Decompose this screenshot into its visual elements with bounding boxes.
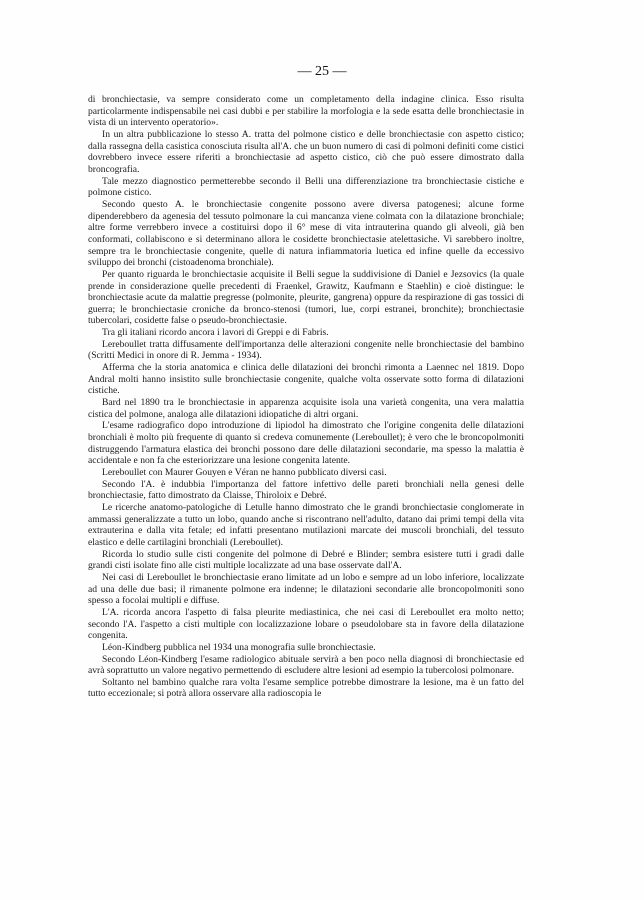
- paragraph: In un altra pubblicazione lo stesso A. tratta del polmone cistico e delle bronchiectasie con aspetto cistico; dalla rassegna della casistica conosciuta risulta all'A. che un buon numero di casi di polmoni definiti come cistici dovrebbero invece essere riferiti a bronchiectasie ad aspetto cistico, ciò che può essere dimostrato dalla broncografia.: [88, 128, 524, 175]
- paragraph: Léon-Kindberg pubblica nel 1934 una monografia sulle bronchiectasie.: [102, 641, 376, 653]
- paragraph: Le ricerche anatomo-patologiche di Letulle hanno dimostrato che le grandi bronchiectasie conglomerate in ammassi generalizzate a tutto un lobo, quando anche si riscontrano nell'adulto, datano dai primi tempi della vita extrauterina e dalla vita fetale; ed infatti presentano mutilazioni marcate dei muscoli bronchiali, del tessuto elastico e delle cartilagini bronchiali (Lereboullet).: [88, 501, 524, 548]
- paragraph: L'esame radiografico dopo introduzione di lipiodol ha dimostrato che l'origine congenita delle dilatazioni bronchiali è molto più frequente di quanto si credeva comunemente (Lereboullet); è vero che le broncopolmoniti distruggendo l'armatura elastica dei bronchi possono dare delle dilatazioni secondarie, ma spesso la malattia è accidentale e non fa che esteriorizzare una lesione congenita latente.: [88, 420, 524, 467]
- paragraph: Secondo questo A. le bronchiectasie congenite possono avere diversa patogenesi; alcune forme dipenderebbero da agenesia del tessuto polmonare la cui mancanza viene colmata con la dilatazione bronchiale; altre forme verrebbero invece a costituirsi dopo il 6° mese di vita intrauterina quando gli alveoli, già ben conformati, collabiscono e si determinano allora le cosidette bronchiectasie atelettasiche. Vi sarebbero inoltre, sempre tra le bronchiectasie congenite, quelle di natura infiammatoria luetica ed infine quelle da eccessivo sviluppo dei bronchi (cistoadenoma bronchiale).: [88, 198, 524, 269]
- body-text: [88, 94, 524, 700]
- paragraph: Afferma che la storia anatomica e clinica delle dilatazioni dei bronchi rimonta a Laennec nel 1819. Dopo Andral molti hanno insistito sulle bronchiectasie congenite, qualche volta osservate sotto forma di dilatazioni cistiche.: [88, 362, 524, 397]
- paragraph: di bronchiectasie, va sempre considerato come un completamento della indagine clinica. Esso risulta particolarmente indispensabile nei casi dubbi e per stabilire la morfologia e la sede esatta delle bronchiectasie in vista di un intervento operatorio».: [88, 94, 524, 129]
- page-number: — 25 —: [297, 64, 347, 79]
- paragraph: Bard nel 1890 tra le bronchiectasie in apparenza acquisite isola una varietà congenita, una vera malattia cistica del polmone, analoga alle dilatazioni idiopatiche di altri organi.: [88, 397, 524, 420]
- paragraph: Lereboullet con Maurer Gouyen e Véran ne hanno pubblicato diversi casi.: [102, 467, 387, 478]
- paragraph: Secondo Léon-Kindberg l'esame radiologico abituale servirà a ben poco nella diagnosi di bronchiectasie ed avrà soprattutto un valore negativo permettendo di escludere altre lesioni ad esempio la tubercolosi polmonare.: [88, 653, 524, 677]
- paragraph: Secondo l'A. è indubbia l'importanza del fattore infettivo delle pareti bronchiali nella genesi delle bronchiectasie, fatto dimostrato da Claisse, Thiroloix e Debré.: [88, 478, 524, 502]
- paragraph: Per quanto riguarda le bronchiectasie acquisite il Belli segue la suddivisione di Daniel e Jezsovics (la quale prende in considerazione quelle precedenti di Fraenkel, Grawitz, Kaufmann e Staehlin) e cioè distingue: le bronchiectasie acute da malattie pregresse (polmonite, pleurite, gangrena) oppure da respirazione di gas tossici di guerra; le bronchiectasie croniche da bronco-stenosi (tumori, lue, corpi estranei, bronchite); bronchiectasie tubercolari, cosidette false o pseudo-bronchiectasie.: [88, 268, 524, 327]
- paragraph: Lereboullet tratta diffusamente dell'importanza delle alterazioni congenite nelle bronchiectasie del bambino (Scritti Medici in onore di R. Jemma - 1934).: [88, 338, 524, 362]
- paragraph: Tale mezzo diagnostico permetterebbe secondo il Belli una differenziazione tra bronchiectasie cistiche e polmone cistico.: [88, 175, 524, 199]
- paragraph: Nei casi di Lereboullet le bronchiectasie erano limitate ad un lobo e sempre ad un lobo inferiore, localizzate ad una delle due basi; il rimanente polmone era indenne; le dilatazioni secondarie alle broncopolmoniti sono spesso a focolai multipli e diffuse.: [88, 571, 524, 607]
- paragraph: Tra gli italiani ricordo ancora i lavori di Greppi e di Fabris.: [102, 327, 329, 339]
- paragraph: L'A. ricorda ancora l'aspetto di falsa pleurite mediastinica, che nei casi di Lereboullet era molto netto; secondo l'A. l'aspetto a cisti multiple con localizzazione lobare o pseudolobare sta in favore della dilatazione congenita.: [88, 606, 524, 642]
- paragraph: Soltanto nel bambino qualche rara volta l'esame semplice potrebbe dimostrare la lesione, ma è un fatto del tutto eccezionale; si potrà allora osservare alla radioscopia le: [88, 676, 524, 700]
- paragraph: Ricorda lo studio sulle cisti congenite del polmone di Debré e Blinder; sembra esistere tutti i gradi dalle grandi cisti isolate fino alle cisti multiple localizzate ad una base osservate dall'A.: [88, 548, 524, 572]
